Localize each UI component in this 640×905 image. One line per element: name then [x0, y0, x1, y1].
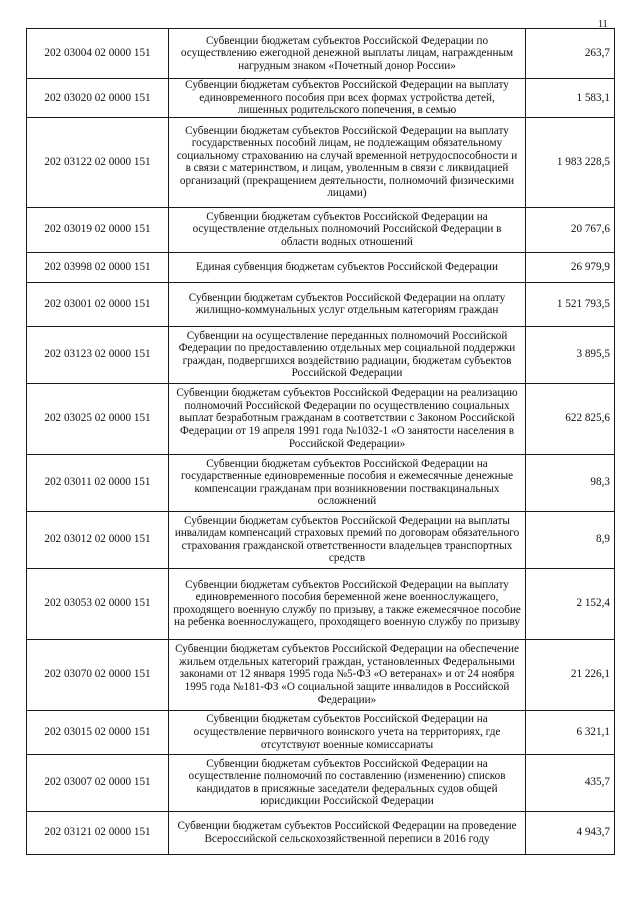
table-row	[27, 710, 615, 754]
budget-code: 202 03001 02 0000 151	[27, 282, 169, 326]
table-row	[27, 252, 615, 282]
budget-code: 202 03019 02 0000 151	[27, 207, 169, 252]
table-row	[27, 754, 615, 811]
budget-code: 202 03121 02 0000 151	[27, 811, 169, 854]
table-row	[27, 383, 615, 454]
table-row	[27, 811, 615, 854]
budget-code: 202 03025 02 0000 151	[27, 383, 169, 454]
subvention-name: Субвенции бюджетам субъектов Российской Федерации на выплату государственных пособий лицам, не подлежащим обязательному социальному страхованию на случай временной нетрудоспособности и в связи с материнством, и лицам, уволенным в связи с ликвидацией организаций (прекращением деятельности, полномочий физическими лицами)	[169, 117, 526, 207]
table-row	[27, 639, 615, 710]
budget-code: 202 03122 02 0000 151	[27, 117, 169, 207]
amount: 20 767,6	[526, 207, 615, 252]
table-row	[27, 568, 615, 639]
amount: 4 943,7	[526, 811, 615, 854]
amount: 98,3	[526, 454, 615, 511]
subvention-name: Субвенции бюджетам субъектов Российской Федерации на выплату единовременного пособия беременной жене военнослужащего, проходящего военную службу по призыву, а также ежемесячное пособие на ребенка военнослужащего, проходящего военную службу по призыву	[169, 568, 526, 639]
budget-code: 202 03053 02 0000 151	[27, 568, 169, 639]
budget-table	[26, 28, 615, 855]
table-row	[27, 207, 615, 252]
table-row	[27, 117, 615, 207]
subvention-name: Субвенции бюджетам субъектов Российской Федерации на осуществление полномочий по составлению (изменению) списков кандидатов в присяжные заседатели федеральных судов общей юрисдикции Российской Федерации	[169, 754, 526, 811]
budget-code: 202 03007 02 0000 151	[27, 754, 169, 811]
subvention-name: Субвенции бюджетам субъектов Российской Федерации по осуществлению ежегодной денежной выплаты лицам, награжденным нагрудным знаком «Почетный донор России»	[169, 29, 526, 79]
budget-code: 202 03123 02 0000 151	[27, 326, 169, 383]
subvention-name: Субвенции бюджетам субъектов Российской Федерации на осуществление первичного воинского учета на территориях, где отсутствуют военные комиссариаты	[169, 710, 526, 754]
subvention-name: Субвенции бюджетам субъектов Российской Федерации на выплату единовременного пособия при всех формах устройства детей, лишенных родительского попечения, в семью	[169, 79, 526, 118]
table-row	[27, 282, 615, 326]
subvention-name: Субвенции бюджетам субъектов Российской Федерации на выплаты инвалидам компенсаций страховых премий по договорам обязательного страхования гражданской ответственности владельцев транспортных средств	[169, 511, 526, 568]
amount: 1 983 228,5	[526, 117, 615, 207]
table-row	[27, 326, 615, 383]
table-row	[27, 454, 615, 511]
subvention-name: Субвенции бюджетам субъектов Российской Федерации на обеспечение жильем отдельных категорий граждан, установленных Федеральными законами от 12 января 1995 года №5-ФЗ «О ветеранах» и от 24 ноября 1995 года №181-ФЗ «О социальной защите инвалидов в Российской Федерации»	[169, 639, 526, 710]
amount: 2 152,4	[526, 568, 615, 639]
subvention-name: Субвенции бюджетам субъектов Российской Федерации на реализацию полномочий Российской Федерации по осуществлению социальных выплат безработным гражданам в соответствии с Законом Российской Федерации от 19 апреля 1991 года №1032-1 «О занятости населения в Российской Федерации»	[169, 383, 526, 454]
amount: 263,7	[526, 29, 615, 79]
table-row	[27, 511, 615, 568]
budget-code: 202 03020 02 0000 151	[27, 79, 169, 118]
amount: 21 226,1	[526, 639, 615, 710]
budget-code: 202 03004 02 0000 151	[27, 29, 169, 79]
amount: 8,9	[526, 511, 615, 568]
amount: 435,7	[526, 754, 615, 811]
subvention-name: Субвенции бюджетам субъектов Российской Федерации на проведение Всероссийской сельскохозяйственной переписи в 2016 году	[169, 811, 526, 854]
budget-code: 202 03998 02 0000 151	[27, 252, 169, 282]
budget-code: 202 03070 02 0000 151	[27, 639, 169, 710]
subvention-name: Субвенции на осуществление переданных полномочий Российской Федерации по предоставлению отдельных мер социальной поддержки граждан, подвергшихся воздействию радиации, бюджетам субъектов Российской Федерации	[169, 326, 526, 383]
budget-code: 202 03012 02 0000 151	[27, 511, 169, 568]
amount: 26 979,9	[526, 252, 615, 282]
table-row	[27, 29, 615, 79]
amount: 1 521 793,5	[526, 282, 615, 326]
amount: 622 825,6	[526, 383, 615, 454]
table-row	[27, 79, 615, 118]
budget-code: 202 03011 02 0000 151	[27, 454, 169, 511]
subvention-name: Субвенции бюджетам субъектов Российской Федерации на оплату жилищно-коммунальных услуг отдельным категориям граждан	[169, 282, 526, 326]
page-number: 11	[598, 19, 608, 30]
amount: 6 321,1	[526, 710, 615, 754]
subvention-name: Единая субвенция бюджетам субъектов Российской Федерации	[169, 252, 526, 282]
amount: 3 895,5	[526, 326, 615, 383]
amount: 1 583,1	[526, 79, 615, 118]
subvention-name: Субвенции бюджетам субъектов Российской Федерации на осуществление отдельных полномочий Российской Федерации в области водных отношений	[169, 207, 526, 252]
budget-code: 202 03015 02 0000 151	[27, 710, 169, 754]
subvention-name: Субвенции бюджетам субъектов Российской Федерации на государственные единовременные пособия и ежемесячные денежные компенсации гражданам при возникновении поствакцинальных осложнений	[169, 454, 526, 511]
